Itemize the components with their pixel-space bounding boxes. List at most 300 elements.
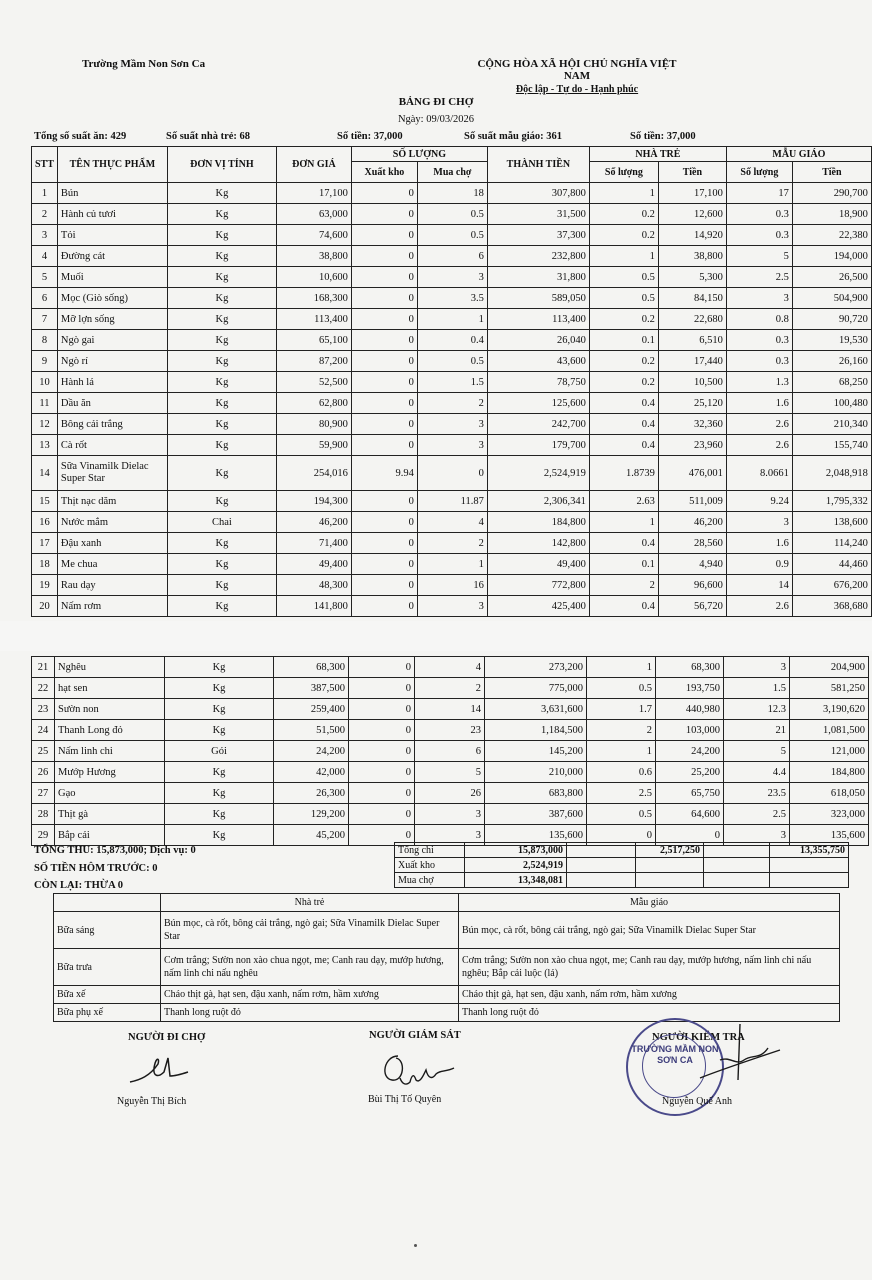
kinder-qty-cell: 0.3 <box>726 330 792 351</box>
table-row <box>32 657 869 678</box>
kinder-money-cell: 18,900 <box>792 204 871 225</box>
unit-cell: Kg <box>167 246 276 267</box>
col-kinder-qty: Số lượng <box>726 162 792 183</box>
buy-qty-cell: 2 <box>415 678 485 699</box>
food-name-cell: Dầu ăn <box>57 393 167 414</box>
line-total-cell: 242,700 <box>487 414 589 435</box>
unit-cell: Gói <box>165 741 274 762</box>
food-name-cell: Rau dạy <box>57 575 167 596</box>
kinder-money: Số tiền: 37,000 <box>630 131 696 142</box>
kinder-qty-cell: 0.3 <box>726 225 792 246</box>
buy-qty-cell: 4 <box>417 512 487 533</box>
food-name-cell: Sườn non <box>55 699 165 720</box>
kinder-money-cell: 184,800 <box>790 762 869 783</box>
nursery-qty-cell: 1 <box>587 741 656 762</box>
stt-cell: 16 <box>32 512 58 533</box>
food-name-cell: Thịt gà <box>55 804 165 825</box>
stock-out-cell: 9.94 <box>351 456 417 491</box>
unit-price-cell: 168,300 <box>276 288 351 309</box>
nursery-qty-cell: 2 <box>589 575 658 596</box>
nursery-menu: Bún mọc, cà rốt, bông cải trắng, ngò gai; Sữa Vinamilk Dielac Super Star <box>161 912 459 949</box>
stt-cell: 7 <box>32 309 58 330</box>
unit-price-cell: 48,300 <box>276 575 351 596</box>
page-gap <box>0 621 872 651</box>
line-total-cell: 683,800 <box>485 783 587 804</box>
unit-price-cell: 45,200 <box>274 825 349 846</box>
kinder-qty-cell: 3 <box>724 825 790 846</box>
line-total-cell: 135,600 <box>485 825 587 846</box>
kinder-portions: Số suất mẫu giáo: 361 <box>464 131 563 142</box>
stock-out-cell: 0 <box>349 762 415 783</box>
nursery-qty-cell: 0.4 <box>589 533 658 554</box>
nursery-total: 2,517,250 <box>636 843 704 858</box>
line-total-cell: 179,700 <box>487 435 589 456</box>
col-name: TÊN THỰC PHẨM <box>57 147 167 183</box>
scan-dot <box>414 1244 417 1247</box>
unit-price-cell: 49,400 <box>276 554 351 575</box>
nursery-menu: Thanh long ruột đỏ <box>161 1004 459 1022</box>
buy-qty-cell: 11.87 <box>417 491 487 512</box>
nursery-money-cell: 25,120 <box>658 393 726 414</box>
unit-price-cell: 387,500 <box>274 678 349 699</box>
kinder-qty-cell: 2.6 <box>726 596 792 617</box>
buy-qty-cell: 6 <box>415 741 485 762</box>
stt-cell: 12 <box>32 414 58 435</box>
unit-price-cell: 17,100 <box>276 183 351 204</box>
remaining-balance: CÒN LẠI: THỪA 0 <box>34 880 123 891</box>
stock-out-cell: 0 <box>349 825 415 846</box>
table-row <box>32 351 872 372</box>
stock-out-cell: 0 <box>351 246 417 267</box>
stock-out-cell: 0 <box>351 372 417 393</box>
menu-row <box>54 1004 840 1022</box>
food-name-cell: Ngò gai <box>57 330 167 351</box>
nursery-portions: Số suất nhà trẻ: 68 <box>166 131 251 142</box>
nursery-qty-cell: 0.2 <box>589 225 658 246</box>
unit-price-cell: 71,400 <box>276 533 351 554</box>
kinder-money-cell: 22,380 <box>792 225 871 246</box>
table-row <box>32 554 872 575</box>
spend-label: Tổng chi <box>395 843 465 858</box>
meal-label: Bữa xế <box>54 986 161 1004</box>
stt-cell: 23 <box>32 699 55 720</box>
col-kinder-money: Tiền <box>792 162 871 183</box>
food-name-cell: Mỡ lợn sống <box>57 309 167 330</box>
line-total-cell: 772,800 <box>487 575 589 596</box>
col-nursery: NHÀ TRẺ <box>589 147 726 162</box>
food-name-cell: Hành lá <box>57 372 167 393</box>
unit-price-cell: 129,200 <box>274 804 349 825</box>
buy-qty-cell: 6 <box>417 246 487 267</box>
spend-value: 15,873,000 <box>465 843 567 858</box>
line-total-cell: 125,600 <box>487 393 589 414</box>
nursery-money-cell: 17,100 <box>658 183 726 204</box>
col-qty: SỐ LƯỢNG <box>351 147 487 162</box>
unit-cell: Kg <box>167 596 276 617</box>
nursery-qty-cell: 1.7 <box>587 699 656 720</box>
menu-row <box>54 949 840 986</box>
unit-cell: Kg <box>167 351 276 372</box>
kinder-money-cell: 155,740 <box>792 435 871 456</box>
stock-out-cell: 0 <box>351 435 417 456</box>
kinder-money-cell: 3,190,620 <box>790 699 869 720</box>
nursery-money-cell: 96,600 <box>658 575 726 596</box>
table-row <box>32 330 872 351</box>
stt-cell: 19 <box>32 575 58 596</box>
col-nursery-money: Tiền <box>658 162 726 183</box>
line-total-cell: 589,050 <box>487 288 589 309</box>
nursery-money-cell: 46,200 <box>658 512 726 533</box>
food-name-cell: Nước mắm <box>57 512 167 533</box>
buy-qty-cell: 4 <box>415 657 485 678</box>
line-total-cell: 43,600 <box>487 351 589 372</box>
nursery-qty-cell: 1 <box>589 512 658 533</box>
menu-row <box>54 986 840 1004</box>
stt-cell: 5 <box>32 267 58 288</box>
stock-out-cell: 0 <box>349 804 415 825</box>
food-name-cell: Nấm rơm <box>57 596 167 617</box>
line-total-cell: 232,800 <box>487 246 589 267</box>
table-row <box>32 699 869 720</box>
food-name-cell: Mọc (Giò sống) <box>57 288 167 309</box>
nursery-qty-cell: 0.5 <box>589 288 658 309</box>
meal-label: Bữa trưa <box>54 949 161 986</box>
buy-qty-cell: 0.4 <box>417 330 487 351</box>
inspector-signature <box>680 1020 790 1100</box>
nursery-qty-cell: 2 <box>587 720 656 741</box>
nursery-qty-cell: 0.5 <box>589 267 658 288</box>
nursery-money-cell: 32,360 <box>658 414 726 435</box>
table-row <box>32 309 872 330</box>
unit-cell: Kg <box>165 657 274 678</box>
nursery-money-cell: 84,150 <box>658 288 726 309</box>
kinder-qty-cell: 3 <box>726 512 792 533</box>
unit-cell: Kg <box>167 204 276 225</box>
table-row <box>32 596 872 617</box>
kinder-total: 13,355,750 <box>770 843 849 858</box>
unit-cell: Kg <box>167 393 276 414</box>
kinder-money-cell: 19,530 <box>792 330 871 351</box>
unit-price-cell: 65,100 <box>276 330 351 351</box>
nursery-money-cell: 440,980 <box>656 699 724 720</box>
nursery-money-cell: 65,750 <box>656 783 724 804</box>
food-table <box>31 146 872 617</box>
kinder-qty-cell: 14 <box>726 575 792 596</box>
unit-price-cell: 51,500 <box>274 720 349 741</box>
food-name-cell: Tỏi <box>57 225 167 246</box>
unit-cell: Kg <box>167 533 276 554</box>
unit-cell: Kg <box>165 825 274 846</box>
food-name-cell: Cà rốt <box>57 435 167 456</box>
food-name-cell: Bắp cải <box>55 825 165 846</box>
kinder-money-cell: 581,250 <box>790 678 869 699</box>
food-name-cell: Bông cải trắng <box>57 414 167 435</box>
nursery-qty-cell: 0.1 <box>589 554 658 575</box>
nursery-money-cell: 22,680 <box>658 309 726 330</box>
buy-qty-cell: 5 <box>415 762 485 783</box>
school-name: Trường Mầm Non Sơn Ca <box>82 58 206 70</box>
line-total-cell: 142,800 <box>487 533 589 554</box>
total-income: TỔNG THU: 15,873,000; Dịch vụ: 0 <box>34 845 196 856</box>
col-unit: ĐƠN VỊ TÍNH <box>167 147 276 183</box>
stamp-text: TRƯỜNG MẦM NON SƠN CA <box>631 1044 719 1065</box>
kinder-qty-cell: 21 <box>724 720 790 741</box>
buy-qty-cell: 14 <box>415 699 485 720</box>
buy-qty-cell: 0.5 <box>417 204 487 225</box>
col-total: THÀNH TIỀN <box>487 147 589 183</box>
stock-out-cell: 0 <box>351 533 417 554</box>
unit-price-cell: 59,900 <box>276 435 351 456</box>
stock-out-cell: 0 <box>351 393 417 414</box>
col-price: ĐƠN GIÁ <box>276 147 351 183</box>
kinder-money-cell: 44,460 <box>792 554 871 575</box>
kinder-money-cell: 26,500 <box>792 267 871 288</box>
kinder-money-cell: 68,250 <box>792 372 871 393</box>
nursery-money-cell: 0 <box>656 825 724 846</box>
line-total-cell: 145,200 <box>485 741 587 762</box>
unit-price-cell: 42,000 <box>274 762 349 783</box>
nursery-qty-cell: 0.2 <box>589 204 658 225</box>
buy-qty-cell: 3 <box>417 435 487 456</box>
kinder-qty-cell: 9.24 <box>726 491 792 512</box>
nursery-money-cell: 5,300 <box>658 267 726 288</box>
table-row <box>32 246 872 267</box>
supervisor-role: NGƯỜI GIÁM SÁT <box>369 1030 461 1041</box>
stock-label: Xuất kho <box>395 858 465 873</box>
stt-cell: 17 <box>32 533 58 554</box>
nursery-menu: Cháo thịt gà, hạt sen, đậu xanh, nấm rơm, hầm xương <box>161 986 459 1004</box>
kinder-qty-cell: 17 <box>726 183 792 204</box>
unit-price-cell: 26,300 <box>274 783 349 804</box>
stock-out-cell: 0 <box>351 225 417 246</box>
table-row <box>32 267 872 288</box>
unit-cell: Kg <box>165 720 274 741</box>
kinder-menu: Cơm trắng; Sườn non xào chua ngọt, me; Canh rau dạy, mướp hương, nấm linh chi nấu nghêu; Bắp cải luộc (lá) <box>459 949 840 986</box>
menu-rows <box>54 912 840 1022</box>
buy-qty-cell: 1 <box>417 554 487 575</box>
nursery-money-cell: 56,720 <box>658 596 726 617</box>
kinder-qty-cell: 2.6 <box>726 435 792 456</box>
line-total-cell: 113,400 <box>487 309 589 330</box>
kinder-qty-cell: 0.8 <box>726 309 792 330</box>
nursery-qty-cell: 1 <box>589 246 658 267</box>
unit-price-cell: 141,800 <box>276 596 351 617</box>
table-row <box>32 456 872 491</box>
unit-price-cell: 10,600 <box>276 267 351 288</box>
kinder-qty-cell: 3 <box>726 288 792 309</box>
nursery-money-cell: 10,500 <box>658 372 726 393</box>
national-header <box>472 58 682 95</box>
food-name-cell: Bún <box>57 183 167 204</box>
kinder-money-cell: 100,480 <box>792 393 871 414</box>
kinder-money-cell: 194,000 <box>792 246 871 267</box>
stt-cell: 14 <box>32 456 58 491</box>
unit-price-cell: 254,016 <box>276 456 351 491</box>
kinder-money-cell: 90,720 <box>792 309 871 330</box>
menu-row <box>54 912 840 949</box>
buy-qty-cell: 1 <box>417 309 487 330</box>
buy-value: 13,348,081 <box>465 873 567 888</box>
nursery-money-cell: 103,000 <box>656 720 724 741</box>
buy-qty-cell: 3 <box>417 414 487 435</box>
country-name: CỘNG HÒA XÃ HỘI CHỦ NGHĨA VIỆT NAM <box>477 58 677 82</box>
food-name-cell: Gạo <box>55 783 165 804</box>
food-table-continued <box>31 656 869 846</box>
kinder-money-cell: 114,240 <box>792 533 871 554</box>
nursery-money-cell: 64,600 <box>656 804 724 825</box>
nursery-qty-cell: 2.63 <box>589 491 658 512</box>
nursery-money-cell: 23,960 <box>658 435 726 456</box>
kinder-qty-cell: 1.5 <box>724 678 790 699</box>
nursery-qty-cell: 0.4 <box>589 414 658 435</box>
kinder-qty-cell: 23.5 <box>724 783 790 804</box>
stock-out-cell: 0 <box>351 414 417 435</box>
stock-out-cell: 0 <box>351 351 417 372</box>
food-name-cell: Thanh Long đỏ <box>55 720 165 741</box>
unit-price-cell: 259,400 <box>274 699 349 720</box>
nursery-qty-cell: 0.2 <box>589 351 658 372</box>
menu-kinder-head: Mẫu giáo <box>459 894 840 912</box>
food-name-cell: Ngò rí <box>57 351 167 372</box>
unit-cell: Kg <box>167 267 276 288</box>
food-name-cell: Muối <box>57 267 167 288</box>
stock-out-cell: 0 <box>349 678 415 699</box>
kinder-money-cell: 26,160 <box>792 351 871 372</box>
supervisor-name: Bùi Thị Tố Quyên <box>368 1094 442 1105</box>
table-row <box>32 512 872 533</box>
stock-out-cell: 0 <box>351 491 417 512</box>
unit-price-cell: 63,000 <box>276 204 351 225</box>
line-total-cell: 37,300 <box>487 225 589 246</box>
stock-out-cell: 0 <box>351 267 417 288</box>
line-total-cell: 387,600 <box>485 804 587 825</box>
buy-qty-cell: 3 <box>417 596 487 617</box>
unit-cell: Kg <box>165 699 274 720</box>
kinder-money-cell: 290,700 <box>792 183 871 204</box>
menu-table <box>53 893 840 1022</box>
unit-price-cell: 52,500 <box>276 372 351 393</box>
unit-cell: Kg <box>165 783 274 804</box>
nursery-money-cell: 193,750 <box>656 678 724 699</box>
unit-cell: Kg <box>167 225 276 246</box>
buy-qty-cell: 18 <box>417 183 487 204</box>
stt-cell: 3 <box>32 225 58 246</box>
food-name-cell: Thịt nạc dăm <box>57 491 167 512</box>
kinder-qty-cell: 12.3 <box>724 699 790 720</box>
nursery-money-cell: 12,600 <box>658 204 726 225</box>
table-row <box>32 741 869 762</box>
kinder-qty-cell: 1.6 <box>726 393 792 414</box>
nursery-qty-cell: 1 <box>587 657 656 678</box>
nursery-qty-cell: 0.2 <box>589 372 658 393</box>
page-title: BẢNG ĐI CHỢ <box>398 96 474 108</box>
menu-nursery-head: Nhà trẻ <box>161 894 459 912</box>
kinder-menu: Cháo thịt gà, hạt sen, đậu xanh, nấm rơm, hầm xương <box>459 986 840 1004</box>
buyer-signature <box>120 1046 190 1088</box>
table-row <box>32 372 872 393</box>
line-total-cell: 307,800 <box>487 183 589 204</box>
buy-qty-cell: 23 <box>415 720 485 741</box>
table-row <box>32 183 872 204</box>
kinder-qty-cell: 3 <box>724 657 790 678</box>
table-row <box>32 533 872 554</box>
unit-price-cell: 62,800 <box>276 393 351 414</box>
food-name-cell: Nấm linh chi <box>55 741 165 762</box>
food-name-cell: Đường cát <box>57 246 167 267</box>
nursery-money-cell: 28,560 <box>658 533 726 554</box>
stt-cell: 9 <box>32 351 58 372</box>
line-total-cell: 425,400 <box>487 596 589 617</box>
kinder-qty-cell: 2.6 <box>726 414 792 435</box>
kinder-qty-cell: 0.3 <box>726 351 792 372</box>
nursery-qty-cell: 0.5 <box>587 804 656 825</box>
unit-cell: Kg <box>165 678 274 699</box>
nursery-money-cell: 24,200 <box>656 741 724 762</box>
unit-cell: Kg <box>167 575 276 596</box>
kinder-money-cell: 618,050 <box>790 783 869 804</box>
stt-cell: 8 <box>32 330 58 351</box>
buy-qty-cell: 0.5 <box>417 225 487 246</box>
buy-qty-cell: 26 <box>415 783 485 804</box>
table-row <box>32 491 872 512</box>
kinder-qty-cell: 1.3 <box>726 372 792 393</box>
table-row <box>32 783 869 804</box>
unit-cell: Kg <box>167 414 276 435</box>
kinder-qty-cell: 8.0661 <box>726 456 792 491</box>
stock-value: 2,524,919 <box>465 858 567 873</box>
unit-cell: Kg <box>167 183 276 204</box>
stock-out-cell: 0 <box>351 330 417 351</box>
stt-cell: 18 <box>32 554 58 575</box>
nursery-qty-cell: 0.6 <box>587 762 656 783</box>
kinder-money-cell: 204,900 <box>790 657 869 678</box>
food-name-cell: Mướp Hương <box>55 762 165 783</box>
line-total-cell: 26,040 <box>487 330 589 351</box>
table-row <box>32 720 869 741</box>
col-stt: STT <box>32 147 58 183</box>
buy-qty-cell: 3 <box>415 825 485 846</box>
unit-cell: Kg <box>167 554 276 575</box>
stt-cell: 13 <box>32 435 58 456</box>
nursery-money-cell: 476,001 <box>658 456 726 491</box>
unit-cell: Chai <box>167 512 276 533</box>
document-date: Ngày: 09/03/2026 <box>397 114 475 125</box>
nursery-money-cell: 68,300 <box>656 657 724 678</box>
line-total-cell: 2,524,919 <box>487 456 589 491</box>
supervisor-signature <box>370 1044 460 1090</box>
unit-price-cell: 46,200 <box>276 512 351 533</box>
unit-price-cell: 80,900 <box>276 414 351 435</box>
stt-cell: 21 <box>32 657 55 678</box>
kinder-qty-cell: 5 <box>726 246 792 267</box>
nursery-qty-cell: 0.4 <box>589 596 658 617</box>
buy-qty-cell: 2 <box>417 533 487 554</box>
kinder-money-cell: 1,795,332 <box>792 491 871 512</box>
col-nursery-qty: Số lượng <box>589 162 658 183</box>
nursery-qty-cell: 2.5 <box>587 783 656 804</box>
unit-price-cell: 113,400 <box>276 309 351 330</box>
nursery-money-cell: 6,510 <box>658 330 726 351</box>
col-stock-out: Xuất kho <box>351 162 417 183</box>
nursery-money-cell: 14,920 <box>658 225 726 246</box>
nursery-qty-cell: 1.8739 <box>589 456 658 491</box>
food-name-cell: Đậu xanh <box>57 533 167 554</box>
stock-out-cell: 0 <box>351 183 417 204</box>
kinder-money-cell: 368,680 <box>792 596 871 617</box>
unit-cell: Kg <box>165 762 274 783</box>
unit-price-cell: 87,200 <box>276 351 351 372</box>
kinder-menu: Thanh long ruột đỏ <box>459 1004 840 1022</box>
